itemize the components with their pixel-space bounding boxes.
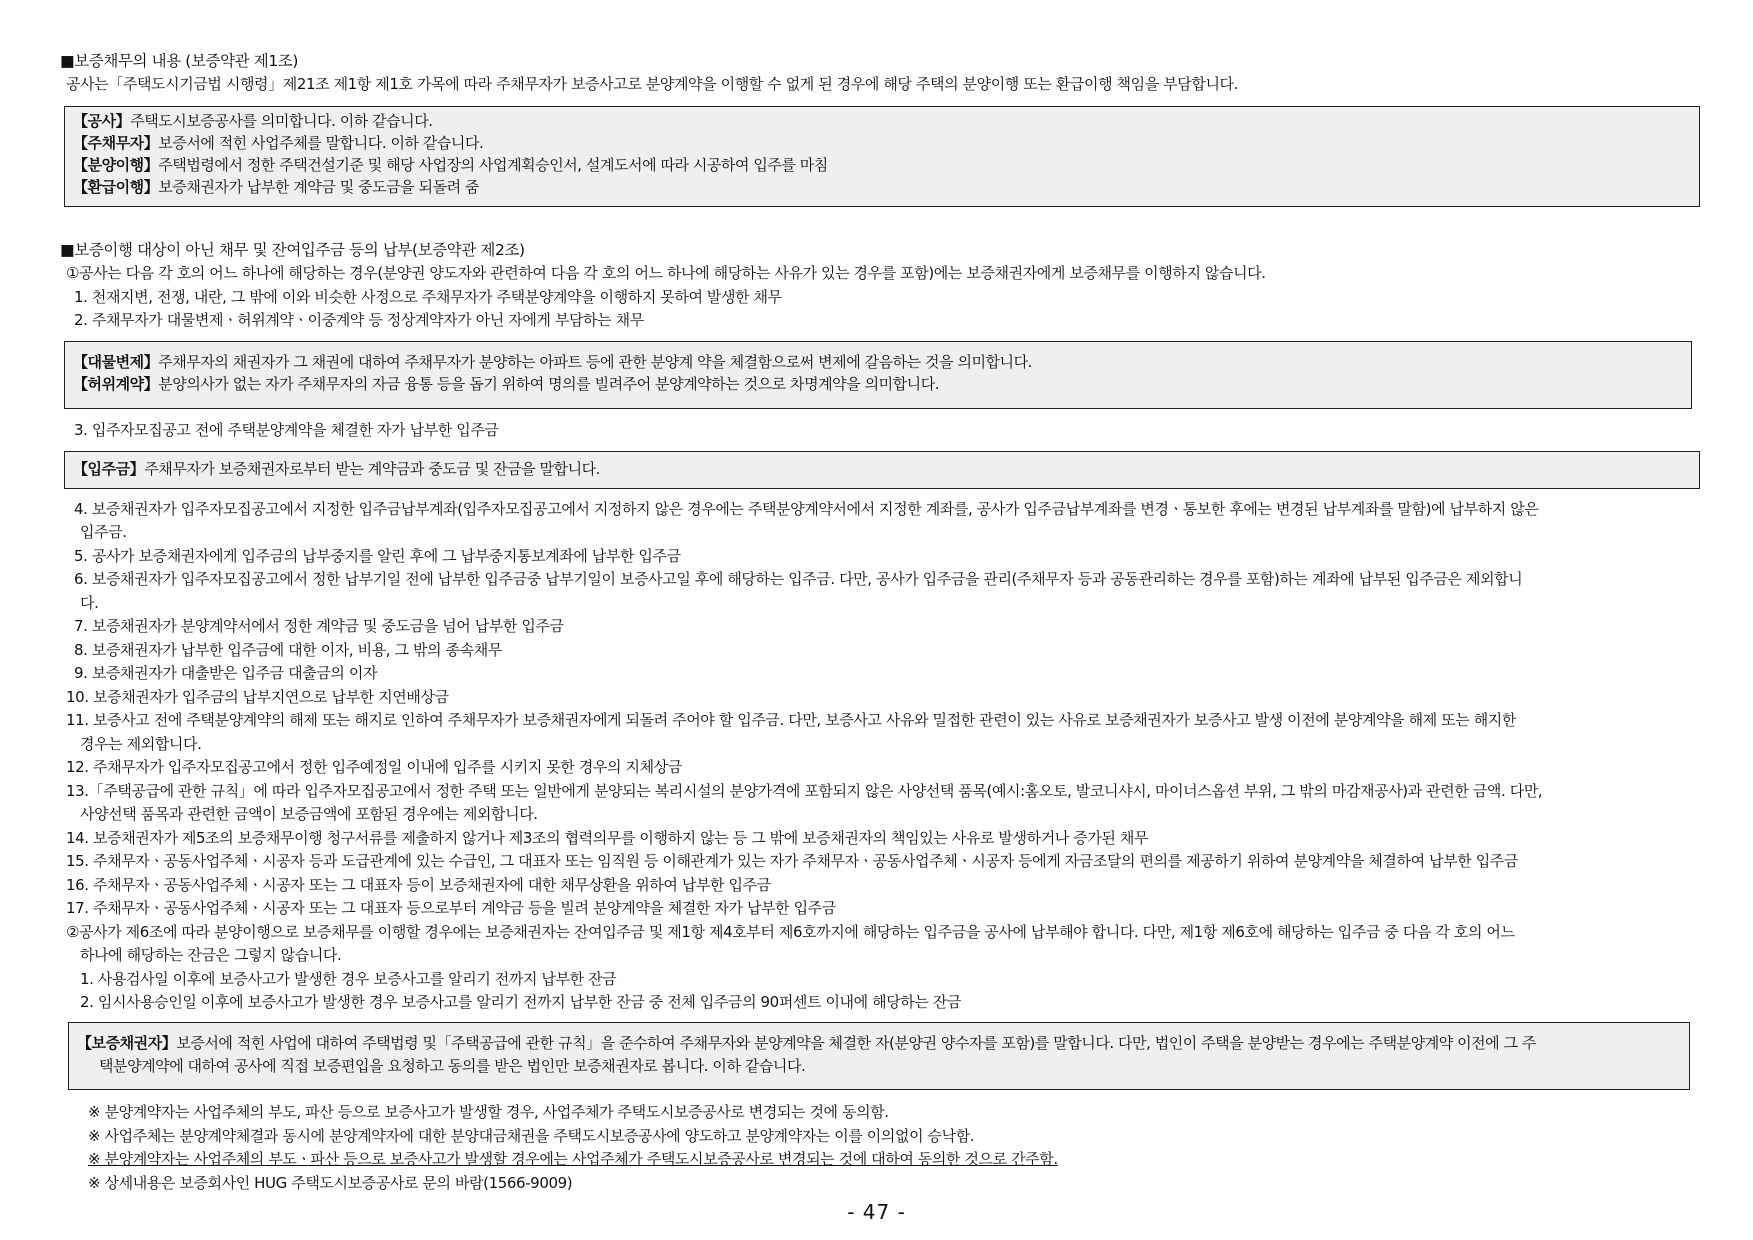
definition-row: 【보증채권자】보증서에 적힌 사업에 대하여 주택법령 및「주택공급에 관한 규칙」을 준수하여 주채무자와 분양계약을 체결한 자(분양권 양수자를 포함)를 말합니다. 다만, 법인이 주택을 분양받는 경우에는 주택분양계약 이전에 그 주 (77, 1034, 1536, 1052)
list-item: 1. 사용검사일 이후에 보증사고가 발생한 경우 보증사고를 알리기 전까지 납부한 잔금 (80, 970, 617, 988)
list-item: 17. 주채무자ㆍ공동사업주체ㆍ시공자 또는 그 대표자 등으로부터 계약금 등을 빌려 분양계약을 체결한 자가 납부한 입주금 (66, 899, 836, 917)
section2-heading: ■보증이행 대상이 아닌 채무 및 잔여입주금 등의 납부(보증약관 제2조) (60, 241, 525, 259)
note-item: ※ 사업주체는 분양계약체결과 동시에 분양계약자에 대한 분양대금채권을 주택도시보증공사에 양도하고 분양계약자는 이를 이의없이 승낙함. (88, 1127, 975, 1145)
definition-box-1 (64, 106, 1700, 207)
list-item: 4. 보증채권자가 입주자모집공고에서 지정한 입주금납부계좌(입주자모집공고에서 지정하지 않은 경우에는 주택분양계약서에서 지정한 계좌를, 공사가 입주금납부계좌를 변경ㆍ통보한 후에는 변경된 납부계좌를 말함)에 납부하지 않은 (74, 500, 1539, 518)
list-item-continuation: 경우는 제외합니다. (80, 735, 202, 753)
list-item: 2. 주채무자가 대물변제ㆍ허위계약ㆍ이중계약 등 정상계약자가 아닌 자에게 부담하는 채무 (74, 311, 644, 329)
paragraph-1: ①공사는 다음 각 호의 어느 하나에 해당하는 경우(분양권 양도자와 관련하여 다음 각 호의 어느 하나에 해당하는 사유가 있는 경우를 포함)에는 보증채권자에게 보증채무를 이행하지 않습니다. (66, 264, 1266, 282)
note-item: ※ 상세내용은 보증회사인 HUG 주택도시보증공사로 문의 바람(1566-9009) (88, 1174, 573, 1192)
definition-row: 【입주금】주채무자가 보증채권자로부터 받는 계약금과 중도금 및 잔금을 말합니다. (73, 460, 600, 478)
list-item: 14. 보증채권자가 제5조의 보증채무이행 청구서류를 제출하지 않거나 제3조의 협력의무를 이행하지 않는 등 그 밖에 보증채권자의 책임있는 사유로 발생하거나 증가된 채무 (66, 829, 1149, 847)
list-item: 12. 주채무자가 입주자모집공고에서 정한 입주예정일 이내에 입주를 시키지 못한 경우의 지체상금 (66, 758, 682, 776)
list-item-continuation: 입주금. (80, 523, 127, 541)
note-item: ※ 분양계약자는 사업주체의 부도, 파산 등으로 보증사고가 발생할 경우, 사업주체가 주택도시보증공사로 변경되는 것에 동의함. (88, 1103, 889, 1121)
list-item: 2. 임시사용승인일 이후에 보증사고가 발생한 경우 보증사고를 알리기 전까지 납부한 잔금 중 전체 입주금의 90퍼센트 이내에 해당하는 잔금 (80, 993, 962, 1011)
definition-row-continuation: 택분양계약에 대하여 공사에 직접 보증편입을 요청하고 동의를 받은 법인만 보증채권자로 봅니다. 이하 같습니다. (99, 1057, 806, 1075)
definition-row: 【분양이행】주택법령에서 정한 주택건설기준 및 해당 사업장의 사업계획승인서, 설계도서에 따라 시공하여 입주를 마침 (73, 156, 828, 174)
list-item: 7. 보증채권자가 분양계약서에서 정한 계약금 및 중도금을 넘어 납부한 입주금 (74, 617, 564, 635)
list-item-continuation: 사양선택 품목과 관련한 금액이 보증금액에 포함된 경우에는 제외합니다. (80, 805, 538, 823)
list-item: 15. 주채무자ㆍ공동사업주체ㆍ시공자 등과 도급관계에 있는 수급인, 그 대표자 또는 임직원 등 이해관계가 있는 자가 주채무자ㆍ공동사업주체ㆍ시공자 등에게 자금조달의 편의를 제공하기 위하여 분양계약을 체결하여 납부한 입주금 (66, 852, 1518, 870)
list-item: 16. 주채무자ㆍ공동사업주체ㆍ시공자 또는 그 대표자 등이 보증채권자에 대한 채무상환을 위하여 납부한 입주금 (66, 876, 771, 894)
list-item: 5. 공사가 보증채권자에게 입주금의 납부중지를 알린 후에 그 납부중지통보계좌에 납부한 입주금 (74, 547, 681, 565)
list-item: 8. 보증채권자가 납부한 입주금에 대한 이자, 비용, 그 밖의 종속채무 (74, 641, 502, 659)
section1-heading: ■보증채무의 내용 (보증약관 제1조) (60, 52, 299, 70)
page-number: - 47 - (847, 1200, 906, 1224)
section1-body: 공사는「주택도시기금법 시행령」제21조 제1항 제1호 가목에 따라 주채무자가 보증사고로 분양계약을 이행할 수 없게 된 경우에 해당 주택의 분양이행 또는 환급이행 책임을 부담합니다. (66, 75, 1238, 93)
definition-row: 【허위계약】분양의사가 없는 자가 주채무자의 자금 융통 등을 돕기 위하여 명의를 빌려주어 분양계약하는 것으로 차명계약을 의미합니다. (73, 375, 940, 393)
list-item: 10. 보증채권자가 입주금의 납부지연으로 납부한 지연배상금 (66, 688, 449, 706)
definition-row: 【대물변제】주채무자의 채권자가 그 채권에 대하여 주채무자가 분양하는 아파트 등에 관한 분양계 약을 체결함으로써 변제에 갈음하는 것을 의미합니다. (73, 353, 1032, 371)
list-item: 6. 보증채권자가 입주자모집공고에서 정한 납부기일 전에 납부한 입주금중 납부기일이 보증사고일 후에 해당하는 입주금. 다만, 공사가 입주금을 관리(주채무자 등과 공동관리하는 경우를 포함)하는 계좌에 납부된 입주금은 제외합니 (74, 570, 1523, 588)
list-item: 1. 천재지변, 전쟁, 내란, 그 밖에 이와 비슷한 사정으로 주채무자가 주택분양계약을 이행하지 못하여 발생한 채무 (74, 288, 782, 306)
definition-row: 【주채무자】보증서에 적힌 사업주체를 말합니다. 이하 같습니다. (73, 134, 484, 152)
list-item: 9. 보증채권자가 대출받은 입주금 대출금의 이자 (74, 664, 378, 682)
note-item-underlined: ※ 분양계약자는 사업주체의 부도ㆍ파산 등으로 보증사고가 발생할 경우에는 사업주체가 주택도시보증공사로 변경되는 것에 대하여 동의한 것으로 간주함. (88, 1150, 1058, 1168)
definition-row: 【환급이행】보증채권자가 납부한 계약금 및 중도금을 되돌려 줌 (73, 178, 480, 196)
definition-box-3 (64, 451, 1700, 489)
definition-row: 【공사】주택도시보증공사를 의미합니다. 이하 같습니다. (73, 112, 433, 130)
paragraph-2-continuation: 하나에 해당하는 잔금은 그렇지 않습니다. (80, 946, 342, 964)
list-item-continuation: 다. (80, 594, 99, 612)
paragraph-2: ②공사가 제6조에 따라 분양이행으로 보증채무를 이행할 경우에는 보증채권자는 잔여입주금 및 제1항 제4호부터 제6호까지에 해당하는 입주금을 공사에 납부해야 합니다. 다만, 제1항 제6호에 해당하는 입주금 중 다음 각 호의 어느 (66, 923, 1515, 941)
list-item: 13.「주택공급에 관한 규칙」에 따라 입주자모집공고에서 정한 주택 또는 일반에게 분양되는 복리시설의 분양가격에 포함되지 않은 사양선택 품목(예시:홈오토, 발코니샤시, 마이너스옵션 부위, 그 밖의 마감재공사)과 관련한 금액. 다만, (66, 782, 1543, 800)
list-item: 3. 입주자모집공고 전에 주택분양계약을 체결한 자가 납부한 입주금 (74, 421, 499, 439)
list-item: 11. 보증사고 전에 주택분양계약의 해제 또는 해지로 인하여 주채무자가 보증채권자에게 되돌려 주어야 할 입주금. 다만, 보증사고 사유와 밀접한 관련이 있는 사유로 보증채권자가 보증사고 발생 이전에 분양계약을 해제 또는 해지한 (66, 711, 1516, 729)
definition-box-2 (64, 341, 1692, 409)
definition-box-4 (68, 1022, 1690, 1090)
